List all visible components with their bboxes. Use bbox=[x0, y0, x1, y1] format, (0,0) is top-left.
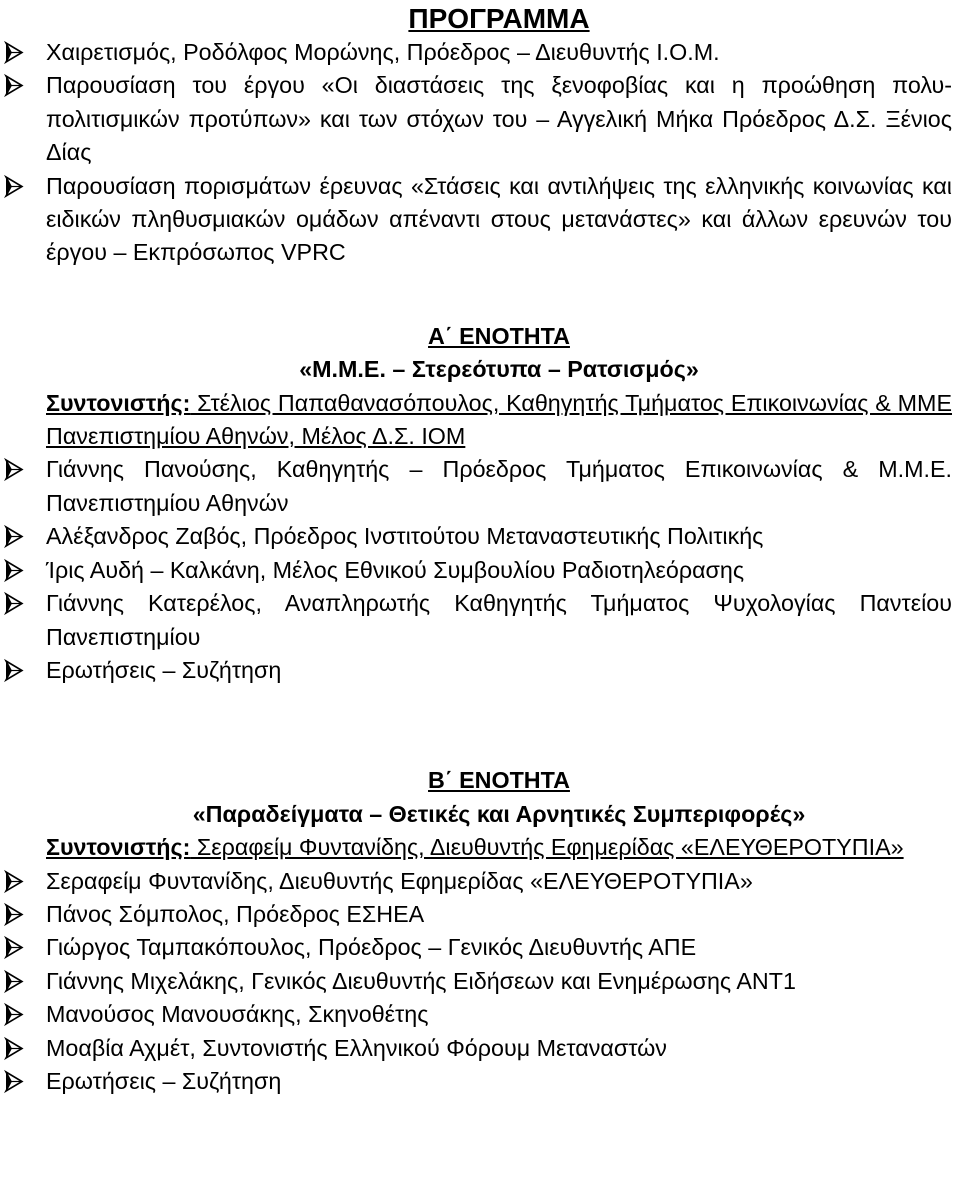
list-item bbox=[46, 654, 952, 687]
list-item bbox=[46, 453, 952, 520]
arrowhead-bullet-icon bbox=[4, 1065, 24, 1098]
list-item-text: Μοαβία Αχμέτ, Συντονιστής Ελληνικού Φόρουμ Μεταναστών bbox=[46, 1034, 667, 1061]
section-a-coordinator bbox=[46, 387, 952, 454]
section-a bbox=[46, 320, 952, 687]
section-b-list bbox=[46, 865, 952, 1099]
section-a-subtitle: «Μ.Μ.Ε. – Στερεότυπα – Ρατσισμός» bbox=[299, 356, 699, 383]
list-item bbox=[46, 931, 952, 964]
section-gap bbox=[46, 687, 952, 764]
arrowhead-bullet-icon bbox=[4, 865, 24, 898]
arrowhead-bullet-icon bbox=[4, 998, 24, 1031]
list-item bbox=[46, 898, 952, 931]
list-item bbox=[46, 998, 952, 1031]
list-item bbox=[46, 69, 952, 169]
coordinator-label: Συντονιστής: bbox=[46, 834, 191, 861]
section-a-list bbox=[46, 453, 952, 687]
list-item-text: Αλέξανδρος Ζαβός, Πρόεδρος Ινστιτούτου Μεταναστευτικής Πολιτικής bbox=[46, 523, 764, 550]
list-item bbox=[46, 965, 952, 998]
list-item-text: Ερωτήσεις – Συζήτηση bbox=[46, 1067, 282, 1094]
arrowhead-bullet-icon bbox=[4, 654, 24, 687]
list-item-text: Χαιρετισμός, Ροδόλφος Μορώνης, Πρόεδρος – Διευθυντής Ι.Ο.Μ. bbox=[46, 39, 720, 65]
arrowhead-bullet-icon bbox=[4, 587, 24, 620]
list-item-text: Πάνος Σόμπολος, Πρόεδρος ΕΣΗΕΑ bbox=[46, 900, 425, 927]
arrowhead-bullet-icon bbox=[4, 965, 24, 998]
arrowhead-bullet-icon bbox=[4, 554, 24, 587]
list-item bbox=[46, 520, 952, 553]
list-item-text: Γιάννης Πανούσης, Καθηγητής – Πρόεδρος Τμήματος Επικοινωνίας & Μ.Μ.Ε. Πανεπιστημίου Αθηνών bbox=[46, 456, 952, 516]
coordinator-label: Συντονιστής: bbox=[46, 389, 191, 416]
list-item-text: Μανούσος Μανουσάκης, Σκηνοθέτης bbox=[46, 1001, 429, 1028]
list-item bbox=[46, 587, 952, 654]
coordinator-text: Σεραφείμ Φυντανίδης, Διευθυντής Εφημερίδας «ΕΛΕΥΘΕΡΟΤΥΠΙΑ» bbox=[190, 834, 904, 861]
arrowhead-bullet-icon bbox=[4, 898, 24, 931]
list-item-text: Ερωτήσεις – Συζήτηση bbox=[46, 656, 282, 683]
arrowhead-bullet-icon bbox=[4, 1032, 24, 1065]
section-b-subtitle: «Παραδείγματα – Θετικές και Αρνητικές Συμπεριφορές» bbox=[192, 800, 806, 827]
arrowhead-bullet-icon bbox=[4, 520, 24, 553]
section-gap bbox=[46, 270, 952, 320]
list-item-text: Παρουσίαση πορισμάτων έρευνας «Στάσεις και αντιλήψεις της ελληνικής κοινωνίας και ειδικών πληθυσμιακών ομάδων απέναντι στους μετανάστες» και άλλων ερευνών του έργου – Εκπρόσωπος VPRC bbox=[46, 172, 952, 266]
list-item-text: Γιάννης Κατερέλος, Αναπληρωτής Καθηγητής Τμήματος Ψυχολογίας Παντείου Πανεπιστημίου bbox=[46, 590, 952, 650]
list-item bbox=[46, 170, 952, 270]
arrowhead-bullet-icon bbox=[4, 931, 24, 964]
section-b bbox=[46, 764, 952, 1098]
list-item bbox=[46, 865, 952, 898]
arrowhead-bullet-icon bbox=[4, 36, 24, 69]
list-item bbox=[46, 554, 952, 587]
list-item bbox=[46, 1065, 952, 1098]
list-item-text: Σεραφείμ Φυντανίδης, Διευθυντής Εφημερίδας «ΕΛΕΥΘΕΡΟΤΥΠΙΑ» bbox=[46, 867, 753, 894]
page-title: ΠΡΟΓΡΑΜΜΑ bbox=[408, 3, 590, 34]
list-item bbox=[46, 36, 952, 69]
intro-list bbox=[46, 36, 952, 270]
list-item-text: Παρουσίαση του έργου «Οι διαστάσεις της ξενοφοβίας και η προώθηση πολυ-πολιτισμικών προτύπων» και των στόχων του – Αγγελική Μήκα Πρόεδρος Δ.Σ. Ξένιος Δίας bbox=[46, 72, 952, 166]
coordinator-text: Στέλιος Παπαθανασόπουλος, Καθηγητής Τμήματος Επικοινωνίας & ΜΜΕ Πανεπιστημίου Αθηνών, Μέλος Δ.Σ. ΙΟΜ bbox=[46, 389, 952, 450]
arrowhead-bullet-icon bbox=[4, 69, 24, 102]
arrowhead-bullet-icon bbox=[4, 170, 24, 203]
list-item-text: Γιώργος Ταμπακόπουλος, Πρόεδρος – Γενικός Διευθυντής ΑΠΕ bbox=[46, 934, 697, 961]
list-item bbox=[46, 1032, 952, 1065]
section-b-coordinator bbox=[46, 831, 952, 864]
list-item-text: Γιάννης Μιχελάκης, Γενικός Διευθυντής Ειδήσεων και Ενημέρωσης ΑΝΤ1 bbox=[46, 967, 796, 994]
section-a-heading: Α΄ ΕΝΟΤΗΤΑ bbox=[428, 322, 570, 349]
arrowhead-bullet-icon bbox=[4, 453, 24, 486]
list-item-text: Ίρις Αυδή – Καλκάνη, Μέλος Εθνικού Συμβουλίου Ραδιοτηλεόρασης bbox=[46, 556, 745, 583]
section-b-heading: Β΄ ΕΝΟΤΗΤΑ bbox=[428, 767, 570, 794]
